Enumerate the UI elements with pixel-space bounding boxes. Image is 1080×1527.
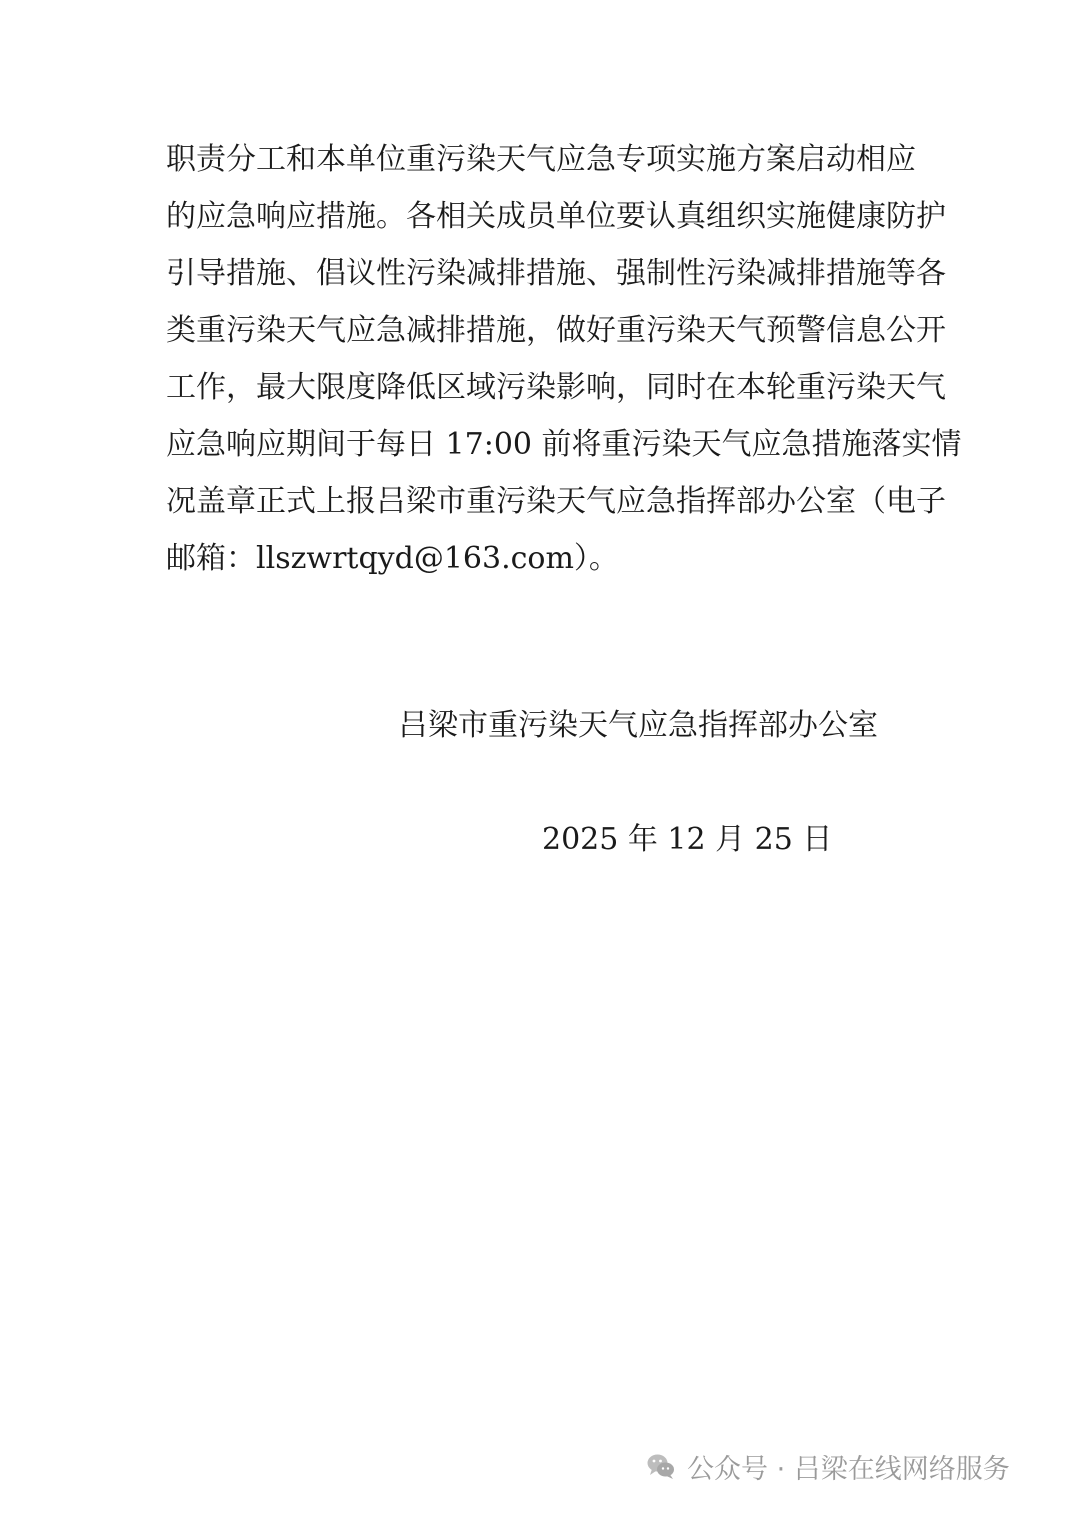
issuer-signature: 吕梁市重污染天气应急指挥部办公室 [398, 708, 878, 743]
paragraph-line: 的应急响应措施。各相关成员单位要认真组织实施健康防护 [166, 199, 946, 234]
paragraph-line: 工作，最大限度降低区域污染影响，同时在本轮重污染天气 [166, 370, 946, 405]
paragraph-line: 邮箱：llszwrtqyd@163.com）。 [166, 541, 619, 576]
paragraph-line: 况盖章正式上报吕梁市重污染天气应急指挥部办公室（电子 [166, 484, 946, 519]
wechat-watermark [645, 1448, 1010, 1484]
paragraph-line: 引导措施、倡议性污染减排措施、强制性污染减排措施等各 [166, 256, 946, 291]
wechat-icon [645, 1450, 677, 1482]
paragraph-line: 应急响应期间于每日 17:00 前将重污染天气应急措施落实情 [166, 427, 962, 462]
paragraph-line: 职责分工和本单位重污染天气应急专项实施方案启动相应 [166, 142, 916, 177]
paragraph-line: 类重污染天气应急减排措施，做好重污染天气预警信息公开 [166, 313, 946, 348]
watermark-text: 公众号 · 吕梁在线网络服务 [687, 1453, 1010, 1485]
issue-date: 2025 年 12 月 25 日 [542, 822, 833, 857]
